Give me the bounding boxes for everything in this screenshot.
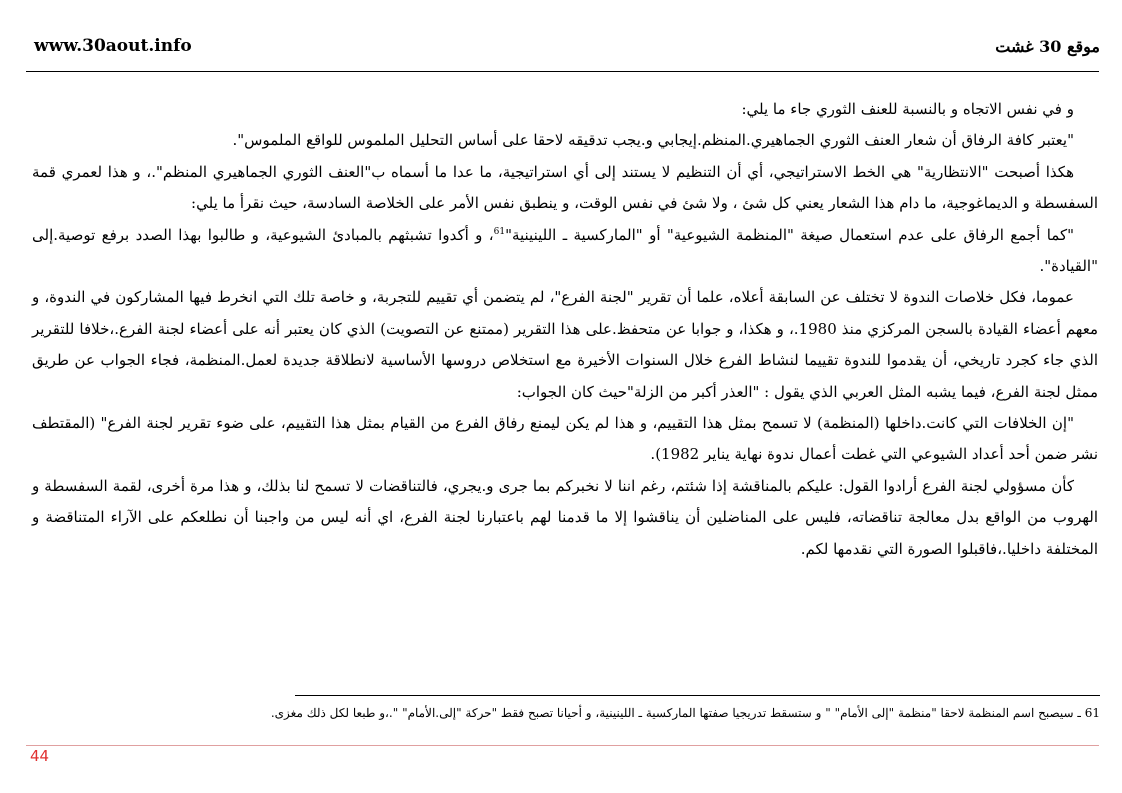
footnote: 61 ـ سيصبح اسم المنظمة لاحقا "منظمة "إلى الأمام" " و ستسقط تدريجيا صفتها الماركسية ـ اللينينية، و أحيانا تصبح فقط "حركة "إلى.الأمام" ".،و طبعا لكل ذلك مغزى. [270, 706, 1100, 720]
paragraph: كأن مسؤولي لجنة الفرع أرادوا القول: عليكم بالمناقشة إذا شئتم، رغم اننا لا نخبركم بما جرى و.يجري، فالتناقضات لا تسمح لنا بذلك، و هذا مرة أخرى، لقمة السفسطة و الهروب من الواقع بدل معالجة تناقضاته، فليس على المناضلين أن يناقشوا إلا ما قدمنا لهم باعتبارنا لجنة الفرع، اي أنه ليس من واجبنا أن نطلعكم على الآراء المتناقضة و المختلفة داخليا.،فاقبلوا الصورة التي نقدمها لكم. [32, 476, 1098, 558]
paragraph: عموما، فكل خلاصات الندوة لا تختلف عن السابقة أعلاه، علما أن تقرير "لجنة الفرع"، لم يتضمن أي تقييم للتجربة، و خاصة تلك التي انخرط فيها المشاركون في الندوة، و معهم أعضاء القيادة بالسجن المركزي منذ 1980.، و هكذا، و جوابا عن متحفظ.على هذا التقرير (ممتنع عن التصويت) الذي كان يعتبر أنه على أعضاء لجنة الفرع.،خلافا للتقرير الذي جاء كجرد تاريخي، أن يقدموا للندوة تقييما لنشاط الفرع خلال السنوات الأخيرة مع استخلاص دروسها الأساسية لانطلاقة جديدة لعمل.المنظمة، فجاء الجواب عن طريق ممثل لجنة الفرع، فيما يشبه المثل العربي الذي يقول : "العذر أكبر من الزلة"حيث كان الجواب: [32, 288, 1098, 401]
quote-part: ، و أكدوا تشبثهم بالمبادئ الشيوعية، و طالبوا بهذا الصدد برفع توصية.إلى "القيادة". [32, 225, 1098, 276]
paragraph [32, 220, 1098, 283]
quote-part: "كما أجمع الرفاق على عدم استعمال صيغة "المنظمة الشيوعية" أو "الماركسية ـ اللينينية" [505, 225, 1074, 244]
site-name: موقع 30 غشت [995, 37, 1100, 56]
body-text [32, 94, 1098, 565]
footnote-divider [295, 695, 1100, 696]
footnote-reference[interactable]: 61 [493, 226, 506, 237]
header-divider [26, 71, 1099, 72]
footer-divider [26, 745, 1099, 746]
site-url: www.30aout.info [34, 36, 192, 56]
paragraph: "إن الخلافات التي كانت.داخلها (المنظمة) لا تسمح بمثل هذا التقييم، و هذا لم يكن ليمنع رفاق الفرع من القيام بمثل هذا التقييم، على ضوء تقرير لجنة الفرع" (المقتطف نشر ضمن أحد أعداد الشيوعي التي غطت أعمال ندوة نهاية يناير 1982). [32, 414, 1098, 464]
paragraph: و في نفس الاتجاه و بالنسبة للعنف الثوري جاء ما يلي: [741, 100, 1074, 118]
page-number: 44 [30, 747, 50, 765]
paragraph: هكذا أصبحت "الانتظارية" هي الخط الاستراتيجي، أي أن التنظيم لا يستند إلى أي استراتيجية، ما عدا ما أسماه ب"العنف الثوري الجماهيري المنظم".، و هذا لعمري قمة السفسطة و الديماغوجية، ما دام هذا الشعار يعني كل شئ ، ولا شئ في نفس الوقت، و ينطبق نفس الأمر على الخلاصة السادسة، حيث نقرأ ما يلي: [32, 162, 1098, 213]
paragraph: "يعتبر كافة الرفاق أن شعار العنف الثوري الجماهيري.المنظم.إيجابي و.يجب تدقيقه لاحقا على أساس التحليل الملموس للواقع الملموس". [232, 131, 1074, 150]
